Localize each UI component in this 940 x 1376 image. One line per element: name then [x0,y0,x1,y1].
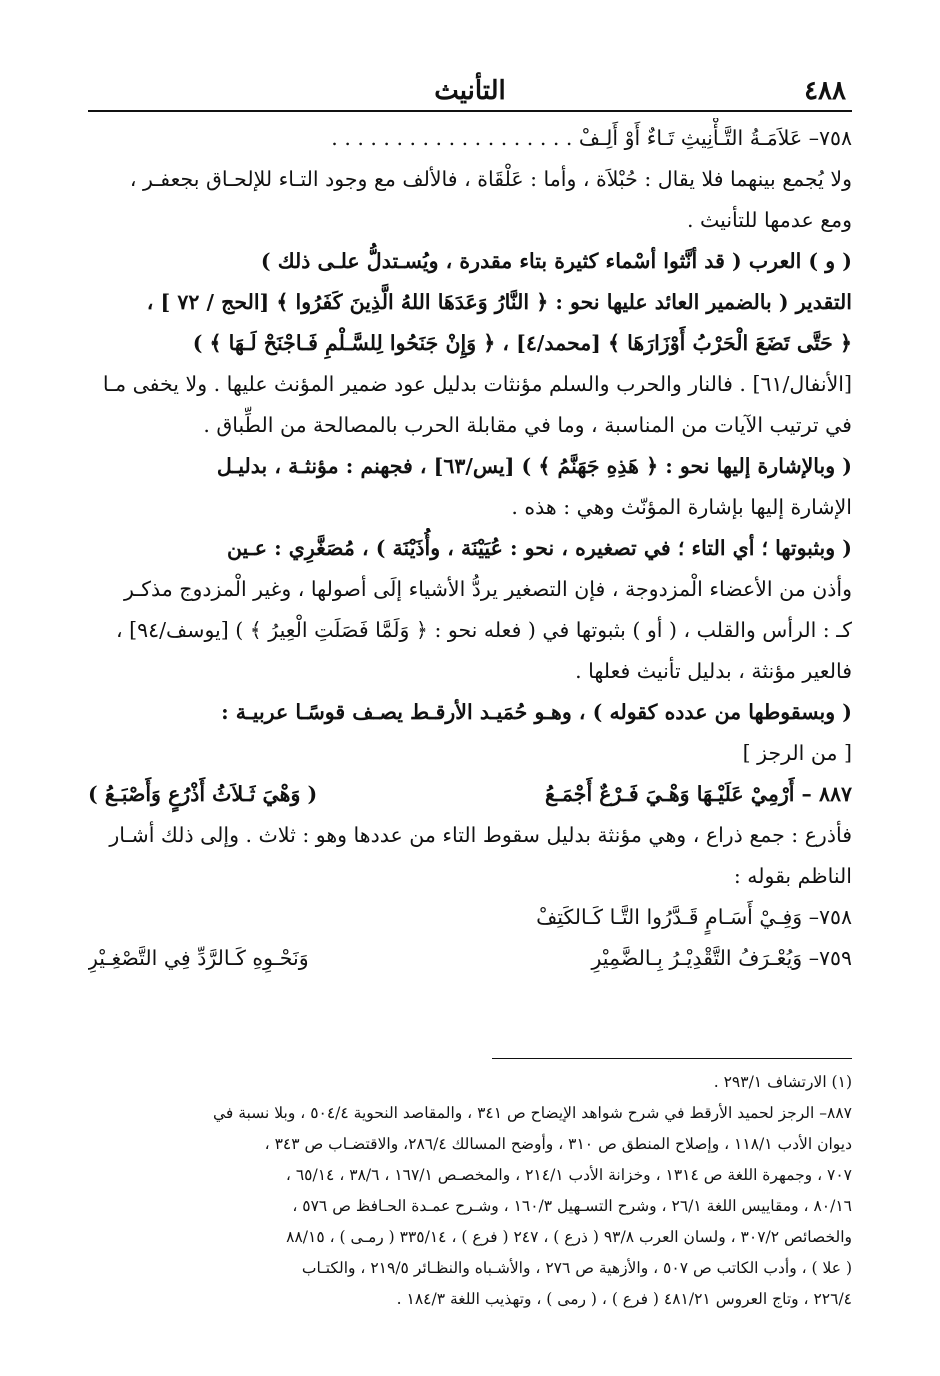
page-number: ٤٨٨ [804,76,846,106]
text-line: التقدير ( بالضمير العائد عليها نحو : ﴿ النَّارُ وَعَدَهَا اللهُ الَّذِينَ كَفَرُوا ﴾ [الحج / ٧٢ ] ، [146,290,852,314]
verse-759-second-hemistich: وَنَحْـوِهِ كَـالرَّدِّ فِي التَّصْغِـيْرِ [88,946,309,970]
verse-758 [88,897,852,938]
footnote-line: ٢٢٦/٤ ، وتاج العروس ٤٨١/٢١ ( فرع ) ، ( رمى ) ، وتهذيب اللغة ١٨٤/٣ . [396,1290,852,1308]
text-line: الناظم بقوله : [733,864,852,888]
footnote-line: ٨٨٧– الرجز لحميد الأرقط في شرح شواهد الإيضاح ص ٣٤١ ، والمقاصد النحوية ٥٠٤/٤ ، وبلا نسبة في [212,1104,852,1122]
verse-887-first-hemistich: ٨٨٧ – أَرْمِيْ عَلَيْـهَا وَهْـيَ فَـرْعٌ أَجْمَـعُ [545,782,852,806]
meter-label: [ من الرجز ] [742,741,852,765]
verse-887-second-hemistich: ( وَهْيَ ثَـلاَثُ أَذْرُعٍ وَأَصْبَـعُ ) [88,782,318,806]
footnote-line: ٨٠/١٦ ، ومقاييس اللغة ٢٦/١ ، وشرح التسـهيل ١٦٠/٣ ، وشـرح عمـدة الحـافظ ص ٥٧٦ ، [292,1197,852,1215]
text-line: فالعير مؤنثة ، بدليل تأنيث فعلها . [575,659,852,683]
text-line: كـ : الرأس والقلب ، ( أو ) بثبوتها في ( فعله نحو : ﴿ وَلَمَّا فَصَلَتِ الْعِيرُ ﴾ ) [يوسف/٩٤] ، [115,618,852,642]
text-line: ومع عدمها للتأنيث . [686,208,852,232]
footnote-line: والخصائص ٣٠٧/٢ ، ولسان العرب ٩٣/٨ ( ذرع ) ، ٢٤٧ ( فرع ) ، ٣٣٥/١٤ ( رمـى ) ، ٨٨/١٥ [286,1228,852,1246]
verse-887 [88,774,852,815]
page-header [88,70,852,112]
footnote-line: (١) الارتشاف ٢٩٣/١ . [713,1073,852,1091]
text-line: ( وبالإشارة إليها نحو : ﴿ هَذِهِ جَهَنَّمُ ﴾ ) [يس/٦٣] ، فجهنم : مؤنثـة ، بدليـل [216,454,852,478]
main-text [88,118,852,979]
footnote-line: ٧٠٧ ، وجمهرة اللغة ص ١٣١٤ ، وخزانة الأدب ٢١٤/١ ، والمخصـص ١٦٧/١ ، ٣٨/٦ ، ٦٥/١٤ ، [285,1166,852,1184]
verse-759-first-hemistich: ٧٥٩– وَيُعْـرَفُ التَّقْدِيْـرُ بِـالضَّمِيْرِ [591,946,852,970]
running-title: التأنيث [434,76,506,106]
footnote-separator [492,1058,852,1059]
text-line: ( وبثبوتها ؛ أي التاء ؛ في تصغيره ، نحو : عُيَيْنَة ، وأُذَيْنَة ) ، مُصَغَّرِي : عـين [226,536,852,560]
footnote-line: ديوان الأدب ١١٨/١ ، وإصلاح المنطق ص ٣١٠ ، وأوضح المسالك ٢٨٦/٤، والاقتضـاب ص ٣٤٣ ، [264,1135,852,1153]
text-line: في ترتيب الآيات من المناسبة ، وما في مقابلة الحرب بالمصالحة من الطِّباق . [203,413,852,437]
footnote-line: ( علا ) ، وأدب الكاتب ص ٥٠٧ ، والأزهية ص ٢٧٦ ، والأشـباه والنظـائر ٢١٩/٥ ، والكتـاب [301,1259,852,1277]
text-line: ﴿ حَتَّى تَضَعَ الْحَرْبُ أَوْزَارَهَا ﴾ [محمد/٤] ، ﴿ وَإِنْ جَنَحُوا لِلسَّـلْمِ فَـاجْنَحْ لَـهَا ﴾ ) [192,331,852,355]
footnotes [88,1058,852,1315]
text-line: فأذرع : جمع ذراع ، وهي مؤنثة بدليل سقوط التاء من عددها وهو : ثلاث . وإلى ذلك أشـار [109,823,852,847]
text-line: ٧٥٨– عَلاَمَـةُ التَّـأْنِيثِ تَـاءٌ أَوْ أَلِـفْ . . . . . . . . . . . . . . . . . . . [331,126,852,150]
verse-758-first-hemistich: ٧٥٨– وَفِـيْ أَسَـامٍ قَـدَّرُوا التَّـا كَـالكَتِفْ [536,905,852,929]
text-line: ولا يُجمع بينهما فلا يقال : حُبْلاَة ، وأما : عَلْقَاة ، فالألف مع وجود التـاء للإلحـاق بجعفـر ، [129,167,852,191]
text-line: ( وبسقوطها من عدده كقوله ) ، وهـو حُمَيـد الأرقـط يصـف قوسًـا عربيـة : [221,700,852,724]
text-line: الإشارة إليها بإشارة المؤنّث وهي : هذه . [511,495,852,519]
text-line: وأذن من الأعضاء الْمزدوجة ، فإن التصغير يردُّ الأشياء إلَى أصولها ، وغير الْمزدوج مذكـر [123,577,852,601]
text-line: ( و ) العرب ( قد أنَّثوا أسْماء كثيرة بتاء مقدرة ، ويُسـتدلُّ علـى ذلك ) [260,249,852,273]
text-line: [الأنفال/٦١] . فالنار والحرب والسلم مؤنثات بدليل عود ضمير المؤنث عليها . ولا يخفى مـا [102,372,852,396]
verse-759 [88,938,852,979]
